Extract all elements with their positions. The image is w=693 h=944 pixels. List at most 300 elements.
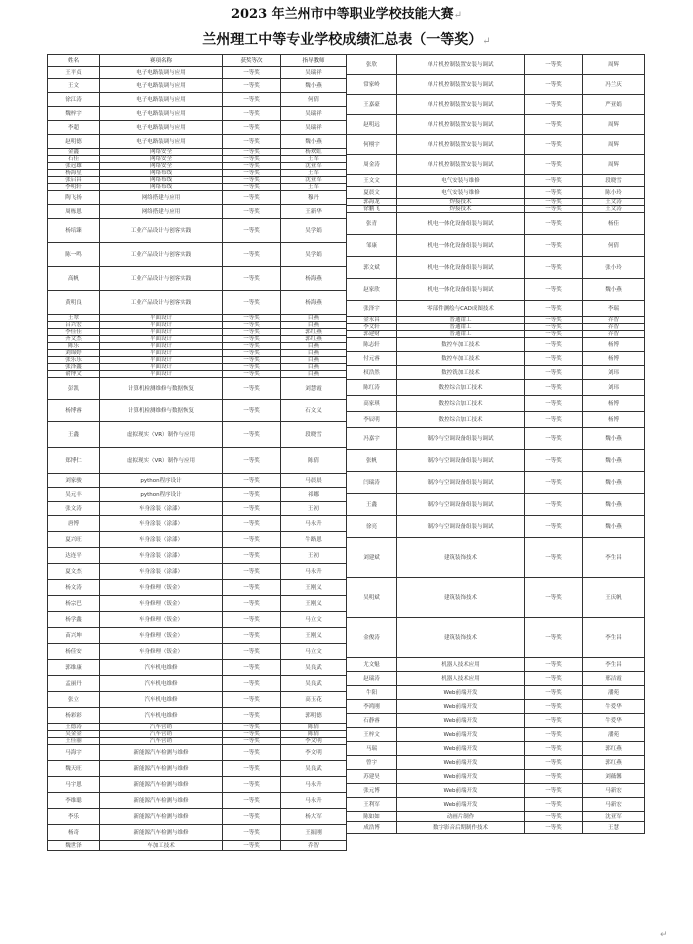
teacher-cell: 周辉 <box>583 155 645 175</box>
paragraph-mark-icon: ↵ <box>482 36 491 47</box>
event-cell: 虚拟现实（VR）制作与应用 <box>100 448 223 474</box>
event-cell: 车身修理（钣金） <box>100 580 223 596</box>
award-cell: 一等奖 <box>223 532 281 548</box>
name-cell: 郭文斌 <box>347 257 397 279</box>
award-cell: 一等奖 <box>525 728 583 742</box>
table-row <box>48 502 347 516</box>
teacher-cell: 穆丹 <box>281 191 347 205</box>
table-row <box>347 279 645 301</box>
award-cell: 一等奖 <box>223 315 281 322</box>
award-cell: 一等奖 <box>525 618 583 658</box>
award-cell: 一等奖 <box>223 548 281 564</box>
award-cell: 一等奖 <box>223 708 281 724</box>
teacher-cell: 陈倩 <box>281 724 347 731</box>
table-row <box>347 187 645 199</box>
table-row <box>48 357 347 364</box>
name-cell: 石静睿 <box>347 714 397 728</box>
teacher-cell: 石文义 <box>281 400 347 422</box>
award-cell: 一等奖 <box>525 352 583 366</box>
event-cell: 网络安全 <box>100 163 223 170</box>
award-cell: 一等奖 <box>223 378 281 400</box>
event-cell: 电子电路装调与应用 <box>100 79 223 93</box>
award-cell: 一等奖 <box>525 206 583 213</box>
award-cell: 一等奖 <box>223 488 281 502</box>
table-row <box>48 149 347 156</box>
teacher-cell: 王刚义 <box>281 580 347 596</box>
name-cell: 常家岭 <box>347 75 397 95</box>
name-cell: 马宇恩 <box>48 777 100 793</box>
event-cell: 电气安装与维修 <box>397 175 525 187</box>
name-cell: 王德涛 <box>48 724 100 731</box>
table-row <box>347 742 645 756</box>
event-cell: Web前端开发 <box>397 756 525 770</box>
name-cell: 徐江涛 <box>48 93 100 107</box>
teacher-cell: 郭红燕 <box>583 742 645 756</box>
event-cell: 零部件测绘与CAD成图技术 <box>397 301 525 317</box>
name-cell: 吴明斌 <box>347 578 397 618</box>
table-row <box>347 618 645 658</box>
table-row <box>48 322 347 329</box>
name-cell: 李乐 <box>48 809 100 825</box>
teacher-cell: 王初 <box>281 548 347 564</box>
end-paragraph-mark-icon: ↵ <box>660 930 668 940</box>
award-cell: 一等奖 <box>223 177 281 184</box>
award-cell: 一等奖 <box>525 756 583 770</box>
teacher-cell: 王振刚 <box>281 825 347 841</box>
table-row <box>48 184 347 191</box>
title-text: 2023 年兰州市中等职业学校技能大赛 <box>230 7 454 22</box>
name-cell: 张文涛 <box>48 502 100 516</box>
award-cell: 一等奖 <box>223 67 281 79</box>
table-row <box>347 412 645 428</box>
name-cell: 冯嘉宇 <box>347 428 397 450</box>
award-cell: 一等奖 <box>223 205 281 219</box>
event-cell: 普通钳工 <box>397 317 525 324</box>
award-cell: 一等奖 <box>525 338 583 352</box>
teacher-cell: 魏小燕 <box>583 428 645 450</box>
table-row <box>347 235 645 257</box>
award-cell: 一等奖 <box>223 149 281 156</box>
award-cell: 一等奖 <box>525 714 583 728</box>
table-row <box>48 708 347 724</box>
name-cell: 魏天旺 <box>48 761 100 777</box>
award-cell: 一等奖 <box>223 79 281 93</box>
table-row <box>48 644 347 660</box>
table-row <box>347 472 645 494</box>
event-cell: 车身涂装（涂漆） <box>100 532 223 548</box>
table-row <box>347 175 645 187</box>
event-cell: python程序设计 <box>100 488 223 502</box>
award-cell: 一等奖 <box>223 793 281 809</box>
table-row <box>48 156 347 163</box>
event-cell: 制冷与空调设备组装与调试 <box>397 494 525 516</box>
table-row <box>347 756 645 770</box>
table-row <box>48 121 347 135</box>
award-cell: 一等奖 <box>223 738 281 745</box>
event-cell: 新能源汽车检测与维修 <box>100 777 223 793</box>
teacher-cell: 郭红燕 <box>281 329 347 336</box>
event-cell: 电子电路装调与应用 <box>100 135 223 149</box>
name-cell: 达连平 <box>48 548 100 564</box>
teacher-cell: 杨欢虹 <box>281 149 347 156</box>
teacher-cell: 白燕 <box>281 371 347 378</box>
table-row <box>347 324 645 331</box>
teacher-cell: 高玉花 <box>281 692 347 708</box>
event-cell: 汽车机电维修 <box>100 676 223 692</box>
teacher-cell: 李生昌 <box>583 618 645 658</box>
teacher-cell: 潘苑 <box>583 686 645 700</box>
name-cell: 郭海龙 <box>347 199 397 206</box>
table-row <box>48 67 347 79</box>
teacher-cell: 沈亚军 <box>281 177 347 184</box>
table-row <box>347 199 645 206</box>
teacher-cell: 杨佳 <box>583 213 645 235</box>
teacher-cell: 刘慧霞 <box>281 378 347 400</box>
award-cell: 一等奖 <box>525 412 583 428</box>
event-cell: 平面设计 <box>100 343 223 350</box>
event-cell: 焊接技术 <box>397 206 525 213</box>
table-row <box>48 170 347 177</box>
name-cell: 杨培臻 <box>48 219 100 243</box>
event-cell: 建筑装饰技术 <box>397 578 525 618</box>
name-cell: 杨博睿 <box>48 400 100 422</box>
event-cell: 车身修理（钣金） <box>100 596 223 612</box>
table-row <box>48 219 347 243</box>
award-cell: 一等奖 <box>525 396 583 412</box>
award-cell: 一等奖 <box>525 331 583 338</box>
award-cell: 一等奖 <box>525 366 583 380</box>
event-cell: 汽车机电维修 <box>100 660 223 676</box>
name-cell: 马海宇 <box>48 745 100 761</box>
table-row <box>48 825 347 841</box>
table-row <box>48 564 347 580</box>
name-cell: 马瑞 <box>347 742 397 756</box>
award-cell: 一等奖 <box>223 644 281 660</box>
event-cell: 计算机检测维修与数据恢复 <box>100 400 223 422</box>
award-cell: 一等奖 <box>525 380 583 396</box>
award-cell: 一等奖 <box>525 115 583 135</box>
award-cell: 一等奖 <box>223 731 281 738</box>
award-cell: 一等奖 <box>525 187 583 199</box>
teacher-cell: 王军 <box>281 184 347 191</box>
teacher-cell: 马立文 <box>281 644 347 660</box>
name-cell: 夏兴旺 <box>48 532 100 548</box>
teacher-cell: 陈倩 <box>281 731 347 738</box>
teacher-cell: 马新宏 <box>583 798 645 812</box>
name-cell: 王嘉豪 <box>347 95 397 115</box>
event-cell: 制冷与空调设备组装与调试 <box>397 472 525 494</box>
teacher-cell: 王初 <box>281 502 347 516</box>
name-cell: 陈一鸣 <box>48 243 100 267</box>
table-row <box>48 474 347 488</box>
event-cell: 机器人技术应用 <box>397 672 525 686</box>
event-cell: 平面设计 <box>100 322 223 329</box>
teacher-cell: 马永升 <box>281 777 347 793</box>
name-cell: 陈志轩 <box>347 338 397 352</box>
award-cell: 一等奖 <box>525 672 583 686</box>
teacher-cell: 周辉 <box>583 115 645 135</box>
name-cell: 刘家骏 <box>48 474 100 488</box>
event-cell: 数控综合加工技术 <box>397 412 525 428</box>
paragraph-mark-icon: ↵ <box>453 10 463 21</box>
table-row <box>48 422 347 448</box>
name-cell: 张元博 <box>347 784 397 798</box>
table-row <box>347 115 645 135</box>
name-cell: 石佳 <box>48 156 100 163</box>
left-results-table <box>47 54 347 851</box>
event-cell: 网络布线 <box>100 170 223 177</box>
name-cell: 成浩博 <box>347 822 397 834</box>
award-cell: 一等奖 <box>223 761 281 777</box>
table-row <box>347 317 645 324</box>
award-cell: 一等奖 <box>223 809 281 825</box>
award-cell: 一等奖 <box>525 658 583 672</box>
teacher-cell: 刘薇馨 <box>583 770 645 784</box>
event-cell: 平面设计 <box>100 329 223 336</box>
table-row <box>48 777 347 793</box>
name-cell: 杨学鑫 <box>48 612 100 628</box>
name-cell: 张乐乐 <box>48 357 100 364</box>
teacher-cell: 马永升 <box>281 564 347 580</box>
teacher-cell: 白燕 <box>281 343 347 350</box>
award-cell: 一等奖 <box>525 135 583 155</box>
event-cell: 建筑装饰技术 <box>397 538 525 578</box>
award-cell: 一等奖 <box>525 428 583 450</box>
award-cell: 一等奖 <box>525 784 583 798</box>
teacher-cell: 李生昌 <box>583 538 645 578</box>
event-cell: 网络布线 <box>100 184 223 191</box>
award-cell: 一等奖 <box>525 494 583 516</box>
event-cell: 电气安装与维修 <box>397 187 525 199</box>
event-cell: 数控车加工技术 <box>397 352 525 366</box>
event-cell: 汽车机电维修 <box>100 708 223 724</box>
name-cell: 权浩然 <box>347 366 397 380</box>
teacher-cell: 周辉 <box>583 55 645 75</box>
award-cell: 一等奖 <box>525 279 583 301</box>
table-row <box>48 205 347 219</box>
event-cell: 平面设计 <box>100 371 223 378</box>
award-cell: 一等奖 <box>223 422 281 448</box>
name-cell: 牛阳 <box>347 686 397 700</box>
event-cell: 汽车营销 <box>100 724 223 731</box>
right-results-table <box>346 54 645 834</box>
event-cell: 工业产品设计与创客实践 <box>100 291 223 315</box>
event-cell: 新能源汽车检测与维修 <box>100 745 223 761</box>
name-cell: 徐鹏飞 <box>347 206 397 213</box>
name-cell: 黄明良 <box>48 291 100 315</box>
name-cell: 陈如如 <box>347 812 397 822</box>
name-cell: 苏建昊 <box>347 770 397 784</box>
name-cell: 魏世泽 <box>48 841 100 851</box>
teacher-cell: 郭红燕 <box>281 336 347 343</box>
table-row <box>48 315 347 322</box>
teacher-cell: 王文涛 <box>583 199 645 206</box>
award-cell: 一等奖 <box>525 538 583 578</box>
event-cell: 新能源汽车检测与维修 <box>100 809 223 825</box>
event-cell: 工业产品设计与创客实践 <box>100 243 223 267</box>
table-row <box>347 338 645 352</box>
event-cell: 车身修理（钣金） <box>100 612 223 628</box>
teacher-cell: 杨博 <box>583 338 645 352</box>
event-cell: 电子电路装调与应用 <box>100 93 223 107</box>
event-cell: 机电一体化设备组装与调试 <box>397 235 525 257</box>
table-row <box>48 580 347 596</box>
teacher-cell: 陈小玲 <box>583 187 645 199</box>
award-cell: 一等奖 <box>223 243 281 267</box>
event-cell: 网络搭建与应用 <box>100 205 223 219</box>
name-cell: 周金涛 <box>347 155 397 175</box>
event-cell: 制冷与空调设备组装与调试 <box>397 516 525 538</box>
table-row <box>347 538 645 578</box>
award-cell: 一等奖 <box>223 580 281 596</box>
event-cell: 平面设计 <box>100 357 223 364</box>
name-cell: 张泽宇 <box>347 301 397 317</box>
award-cell: 一等奖 <box>223 692 281 708</box>
table-row <box>48 371 347 378</box>
name-cell: 杨文涛 <box>48 580 100 596</box>
name-cell: 唐博 <box>48 516 100 532</box>
teacher-cell: 王文涛 <box>583 206 645 213</box>
award-cell: 一等奖 <box>223 448 281 474</box>
event-cell: 电子电路装调与应用 <box>100 121 223 135</box>
award-cell: 一等奖 <box>525 75 583 95</box>
table-row <box>48 660 347 676</box>
award-cell: 一等奖 <box>223 502 281 516</box>
event-cell: 建筑装饰技术 <box>397 618 525 658</box>
name-cell: 王文文 <box>347 175 397 187</box>
name-cell: 王翠 <box>48 315 100 322</box>
name-cell: 尤文魁 <box>347 658 397 672</box>
name-cell: 赵明远 <box>347 115 397 135</box>
award-cell: 一等奖 <box>525 578 583 618</box>
name-cell: 刘建斌 <box>347 538 397 578</box>
award-cell: 一等奖 <box>223 135 281 149</box>
name-cell: 王文 <box>48 79 100 93</box>
table-row <box>347 812 645 822</box>
table-row <box>48 291 347 315</box>
name-cell: 杨奇 <box>48 825 100 841</box>
name-cell: 李鸿刚 <box>347 700 397 714</box>
event-cell: 新能源汽车检测与维修 <box>100 793 223 809</box>
award-cell: 一等奖 <box>223 156 281 163</box>
teacher-cell: 李瑞 <box>583 301 645 317</box>
name-cell: 彭凯 <box>48 378 100 400</box>
teacher-cell: 郭红燕 <box>583 756 645 770</box>
table-row <box>347 301 645 317</box>
table-row <box>48 243 347 267</box>
name-cell: 陈红涛 <box>347 380 397 396</box>
teacher-cell: 马立文 <box>281 612 347 628</box>
teacher-cell: 李文明 <box>281 745 347 761</box>
award-cell: 一等奖 <box>223 322 281 329</box>
teacher-cell: 吴瑞祥 <box>281 121 347 135</box>
event-cell: Web前端开发 <box>397 784 525 798</box>
teacher-cell: 杨博 <box>583 412 645 428</box>
award-cell: 一等奖 <box>525 686 583 700</box>
event-cell: 动画片制作 <box>397 812 525 822</box>
name-cell: 吕兴宏 <box>48 322 100 329</box>
name-cell: 李维聪 <box>48 793 100 809</box>
event-cell: 平面设计 <box>100 336 223 343</box>
award-cell: 一等奖 <box>223 267 281 291</box>
event-cell: 车身修理（钣金） <box>100 628 223 644</box>
table-row <box>48 400 347 422</box>
event-cell: 焊接技术 <box>397 199 525 206</box>
teacher-cell: 马晨晨 <box>281 474 347 488</box>
teacher-cell: 马永升 <box>281 793 347 809</box>
table-row <box>347 494 645 516</box>
name-cell: 杨佳安 <box>48 644 100 660</box>
event-cell: 电子电路装调与应用 <box>100 67 223 79</box>
teacher-cell: 杨大军 <box>281 809 347 825</box>
teacher-cell: 沈亚军 <box>583 812 645 822</box>
table-row <box>48 793 347 809</box>
table-row <box>48 724 347 731</box>
award-cell: 一等奖 <box>525 213 583 235</box>
award-cell: 一等奖 <box>525 742 583 756</box>
table-row <box>48 329 347 336</box>
award-cell: 一等奖 <box>223 350 281 357</box>
award-cell: 一等奖 <box>525 155 583 175</box>
table-row <box>347 352 645 366</box>
event-cell: 网络安全 <box>100 149 223 156</box>
event-cell: 汽车机电维修 <box>100 692 223 708</box>
teacher-cell: 李文明 <box>281 738 347 745</box>
teacher-cell: 魏小燕 <box>583 472 645 494</box>
event-cell: 车身涂装（涂漆） <box>100 548 223 564</box>
name-cell: 赵瑞涛 <box>347 672 397 686</box>
table-row <box>347 516 645 538</box>
name-cell: 王鑫 <box>48 422 100 448</box>
event-cell: 机器人技术应用 <box>397 658 525 672</box>
event-cell: 制冷与空调设备组装与调试 <box>397 450 525 472</box>
teacher-cell: 吴学娟 <box>281 219 347 243</box>
name-cell: 魏梓宇 <box>48 107 100 121</box>
table-row <box>48 79 347 93</box>
teacher-cell: 魏小燕 <box>583 450 645 472</box>
table-row <box>347 380 645 396</box>
award-cell: 一等奖 <box>525 95 583 115</box>
event-cell: 普通钳工 <box>397 324 525 331</box>
award-cell: 一等奖 <box>525 812 583 822</box>
award-cell: 一等奖 <box>223 184 281 191</box>
table-row <box>347 700 645 714</box>
table-row <box>347 450 645 472</box>
table-row <box>48 628 347 644</box>
award-cell: 一等奖 <box>223 474 281 488</box>
name-cell: 李佳佳 <box>48 329 100 336</box>
event-cell: 单片机控制装置安装与调试 <box>397 155 525 175</box>
teacher-cell: 杨海燕 <box>281 291 347 315</box>
table-row <box>48 761 347 777</box>
table-row <box>347 55 645 75</box>
teacher-cell: 乔智 <box>281 841 347 851</box>
name-cell: 邹康 <box>347 235 397 257</box>
name-cell: 李超 <box>48 121 100 135</box>
header-name: 姓名 <box>48 55 100 67</box>
table-row <box>48 336 347 343</box>
name-cell: 张帆 <box>347 450 397 472</box>
table-row <box>347 686 645 700</box>
name-cell: 付元睿 <box>347 352 397 366</box>
event-cell: python程序设计 <box>100 474 223 488</box>
event-cell: Web前端开发 <box>397 686 525 700</box>
teacher-cell: 王军 <box>281 170 347 177</box>
event-cell: Web前端开发 <box>397 714 525 728</box>
table-row <box>48 378 347 400</box>
award-cell: 一等奖 <box>525 175 583 187</box>
event-cell: 汽车营销 <box>100 731 223 738</box>
